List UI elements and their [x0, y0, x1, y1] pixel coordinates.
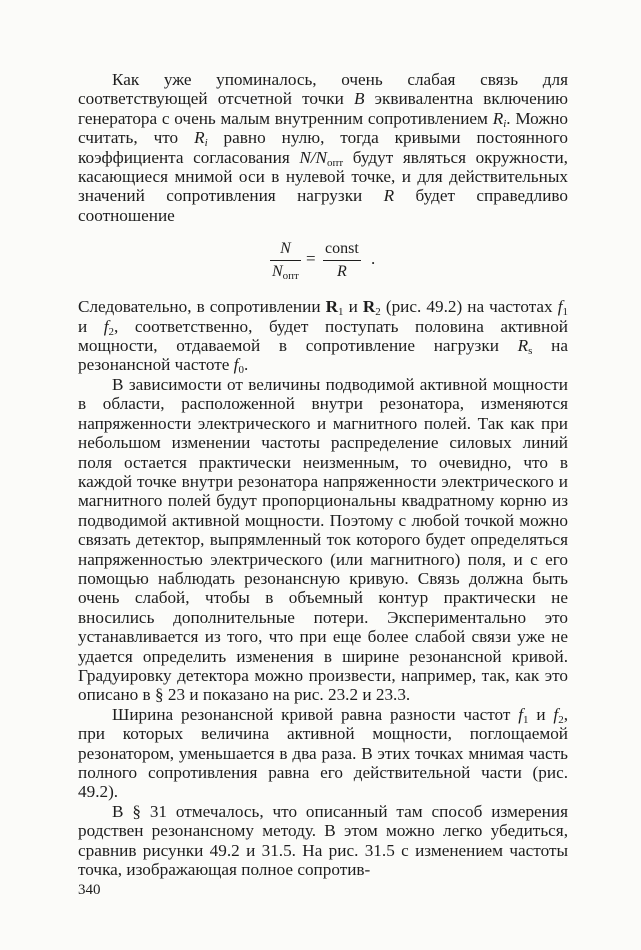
paragraph-4: Ширина резонансной кривой равна разности частот $f_1$ и $f_2$, при которых величина активной мощности, поглощаемой резонатором, уменьшается в два раза. В этих точках мнимая часть полного сопротивления равна его действительной части (рис. 49.2).	[78, 704, 568, 802]
paragraph-5: В § 31 отмечалось, что описанный там способ измерения родствен резонансному методу. В этом можно легко убедиться, сравнив рисунки 49.2 и 31.5. На рис. 31.5 с изменением частоты точка, изображающая полное сопротив-	[78, 801, 568, 880]
fraction-const-over-r: const R	[325, 240, 359, 281]
fraction-n-over-nopt: N $N_{опт}$	[272, 240, 299, 283]
page-number: 340	[78, 882, 101, 898]
formula-period: .	[371, 249, 376, 269]
paragraph-1: Как уже упоминалось, очень слабая связь для соответствующей отсчетной точки B эквивалентна включению генератора с очень малым внутренним сопротивлением $R_i$. Можно считать, что $R_i$ равно нулю, тогда кривыми постоянного коэффициента согласования $N/N_{опт}$ будут являться окружности, касающиеся мнимой оси в нулевой точке, и для действительных значений сопротивления нагрузки R будет справедливо соотношение	[78, 70, 569, 225]
body-text	[78, 70, 568, 879]
equation	[78, 225, 568, 297]
paragraph-3: В зависимости от величины подводимой активной мощности в области, расположенной внутри резонатора, изменяются напряженности электрического и магнитного полей. Так как при небольшом изменении частоты распределение силовых линий поля остается практически неизменным, то очевидно, что в каждой точке внутри резонатора напряженности электрического и магнитного полей будут пропорциональны квадратному корню из подводимой активной мощности. Поэтому с любой точкой можно связать детектор, выпрямленный ток которого будет определяться напряженностью электрического (или магнитного) поля, и с его помощью наблюдать резонансную кривую. Связь должна быть очень слабой, чтобы в объемный контур практически не вносились дополнительные потери. Экспериментально это устанавливается из того, что при еще более слабой связи уже не удается определить изменения в ширине резонансной кривой. Градуировку детектора можно произвести, например, так, как это описано в § 23 и показано на рис. 23.2 и 23.3.	[78, 374, 568, 705]
paragraph-2: Следовательно, в сопротивлении $R_1$ и $R_2$ (рис. 49.2) на частотах $f_1$ и $f_2$, соответственно, будет поступать половина активной мощности, отдаваемой в сопротивление нагрузки $R_s$ на резонансной частоте $f_0$.	[78, 297, 568, 377]
equals-sign: =	[306, 249, 316, 269]
